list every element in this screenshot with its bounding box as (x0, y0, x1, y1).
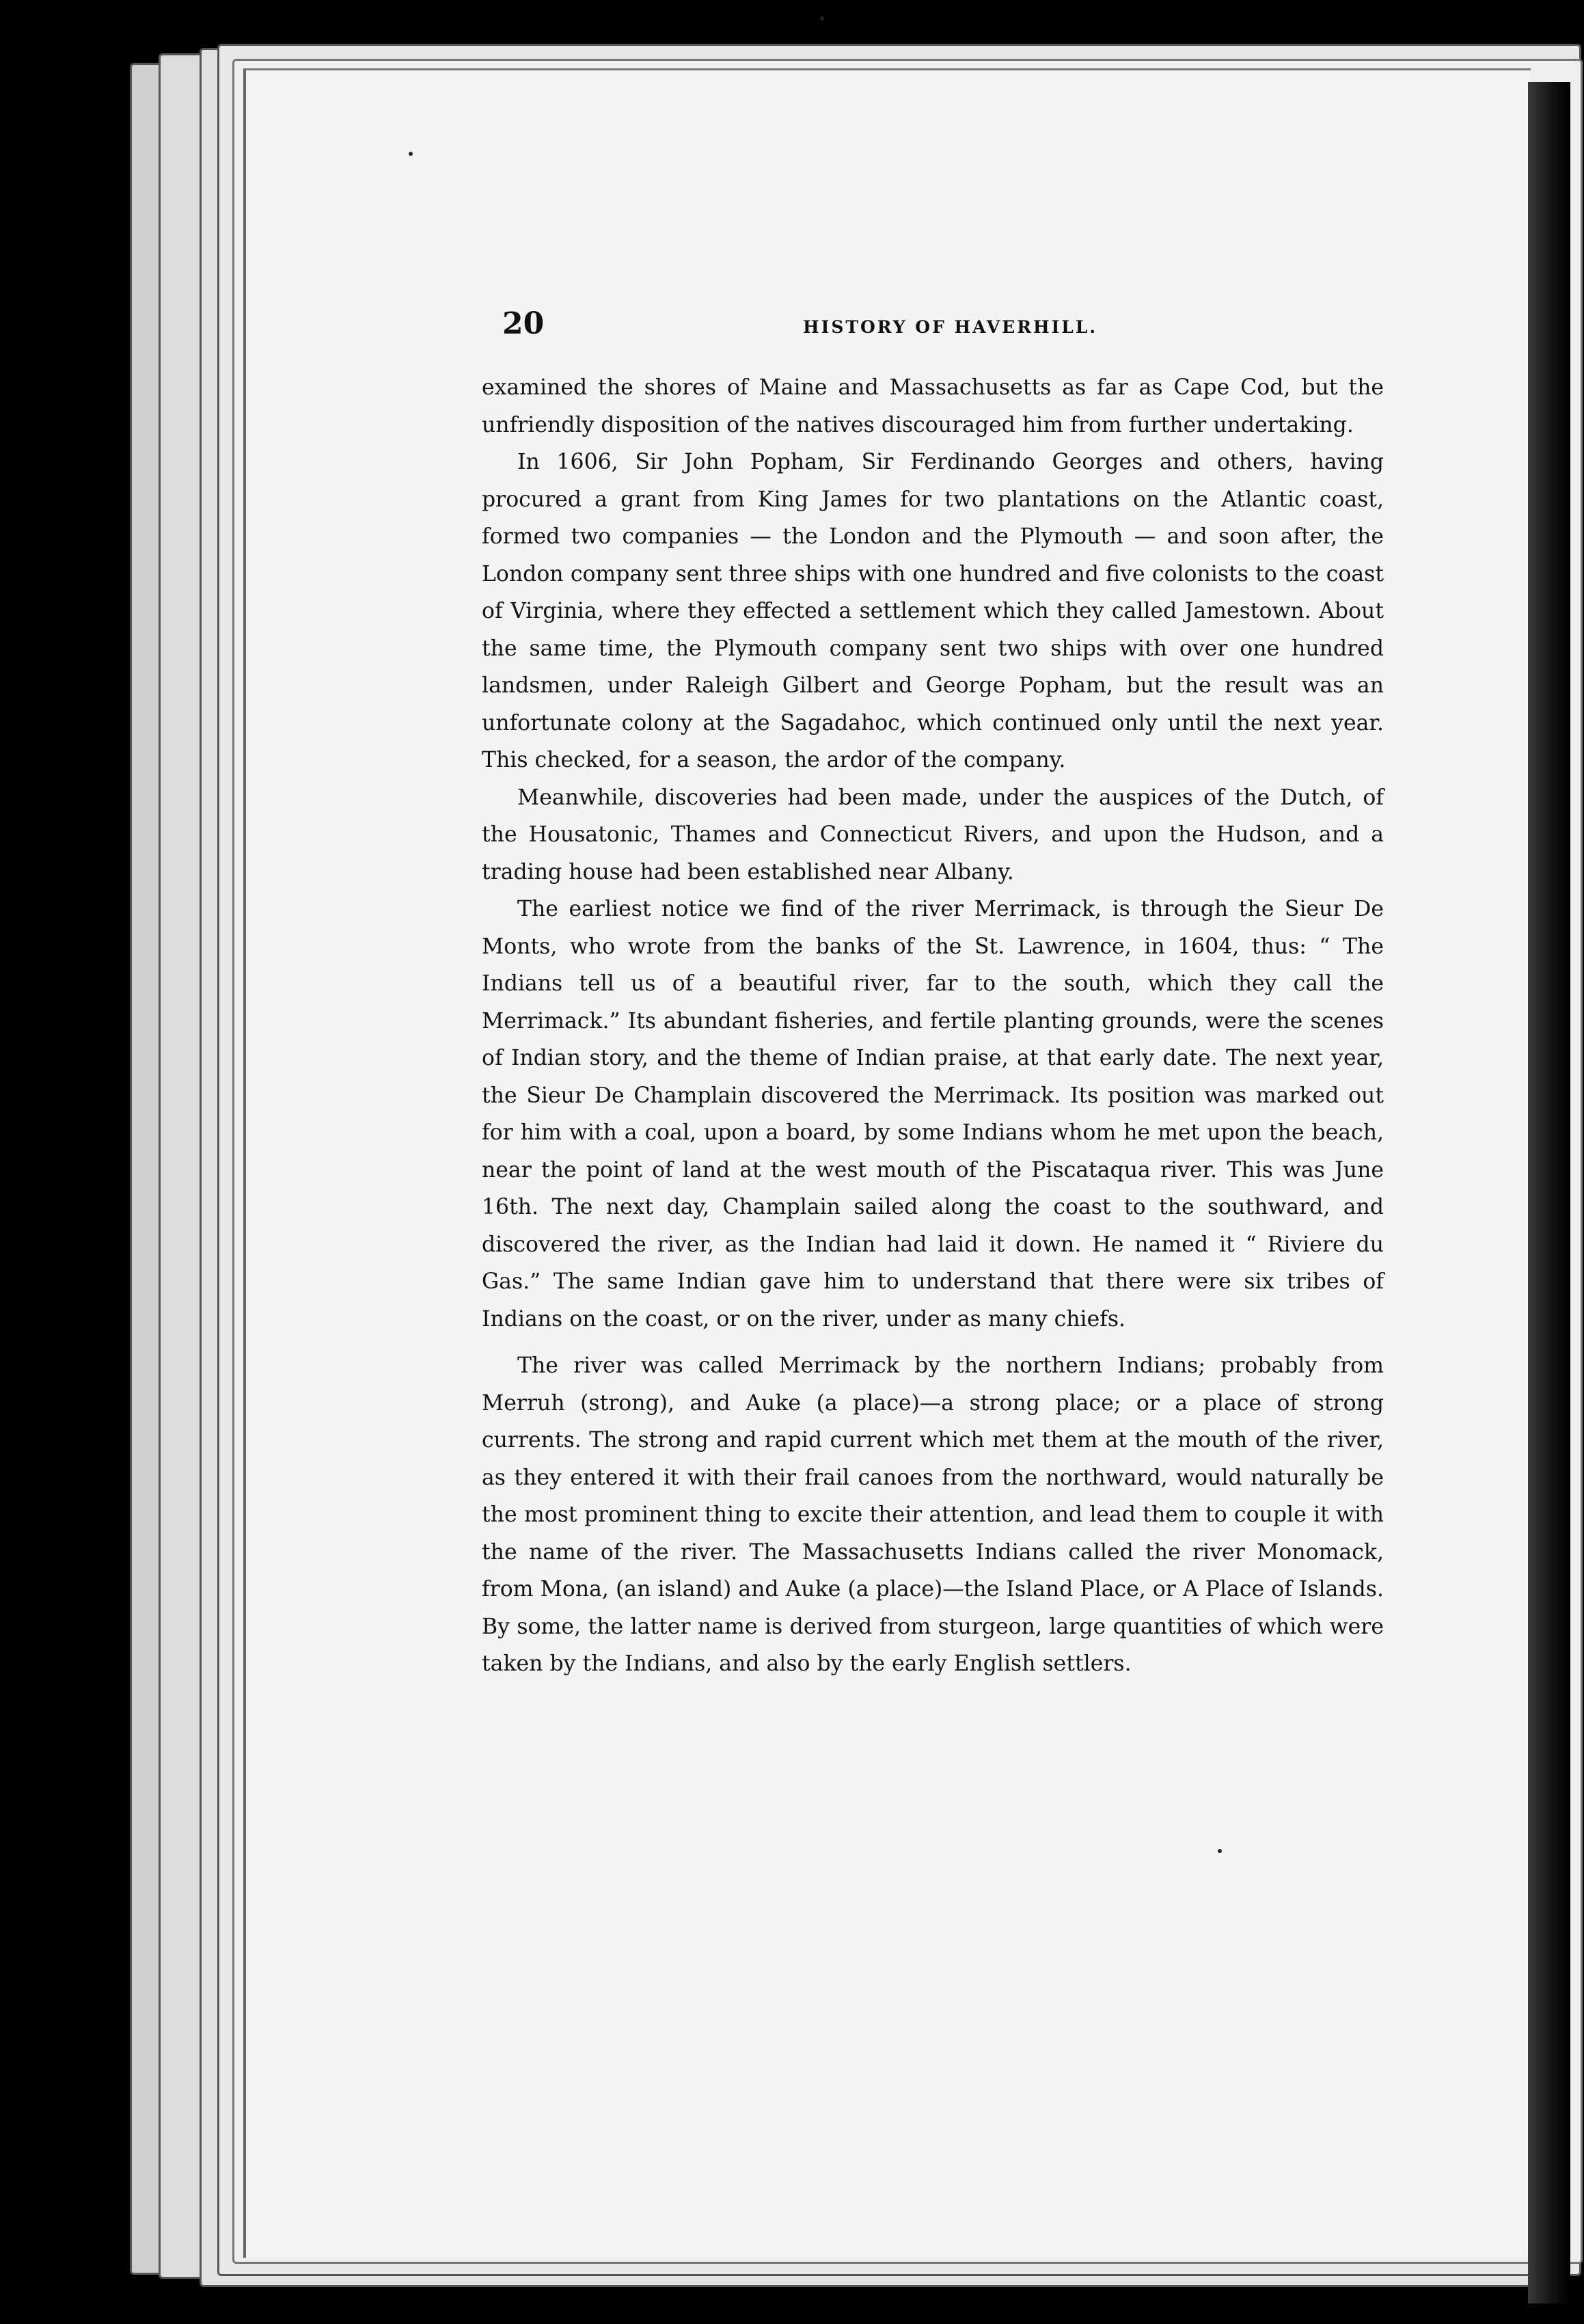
page-number: 20 (502, 306, 545, 341)
binding-shadow (1528, 82, 1570, 2303)
running-title: HISTORY OF HAVERHILL. (803, 317, 1098, 337)
scan-speck (820, 16, 824, 21)
scan-speck (1218, 1849, 1222, 1853)
paragraph-dutch: Meanwhile, discoveries had been made, under the auspices of the Dutch, of the Housatonic, Thames and Connecticut Rivers, and upon the Hudson, and a trading house had been established near Albany. (482, 785, 1384, 884)
scan-speck (409, 152, 413, 156)
paragraph-popham: In 1606, Sir John Popham, Sir Ferdinando Georges and others, having procured a grant from King James for two plantations on the Atlantic coast, formed two companies — the London and the Plymouth — and soon after, the London company sent three ships with one hundred and five colonists to the coast of Virginia, where they effected a settlement which they called Jamestown. About the same time, the Plymouth company sent two ships with over one hundred landsmen, under Raleigh Gilbert and George Popham, but the result was an unfortunate colony at the Sagadahoc, which continued only until the next year. This checked, for a season, the ardor of the company. (482, 450, 1384, 772)
paragraph-continuation: examined the shores of Maine and Massachusetts as far as Cape Cod, but the unfriendly disposition of the natives discouraged him from further undertaking. (482, 375, 1384, 437)
body-text (482, 369, 1384, 1683)
paragraph-river-name: The river was called Merrimack by the northern Indians; probably from Merruh (strong), and Auke (a place)—a strong place; or a place of strong currents. The strong and rapid current which met them at the mouth of the river, as they entered it with their frail canoes from the northward, would naturally be the most prominent thing to excite their attention, and lead them to couple it with the name of the river. The Massachusetts Indians called the river Monomack, from Mona, (an island) and Auke (a place)—the Island Place, or A Place of Islands. By some, the latter name is derived from sturgeon, large quantities of which were taken by the Indians, and also by the early English settlers. (482, 1353, 1384, 1676)
paragraph-merrimack-notice: The earliest notice we find of the river Merrimack, is through the Sieur De Monts, who wrote from the banks of the St. Lawrence, in 1604, thus: “ The Indians tell us of a beautiful river, far to the south, which they call the Merrimack.” Its abundant fisheries, and fertile planting grounds, were the scenes of Indian story, and the theme of Indian praise, at that early date. The next year, the Sieur De Champlain discovered the Merrimack. Its position was marked out for him with a coal, upon a board, by some Indians whom he met upon the beach, near the point of land at the west mouth of the Piscataqua river. This was June 16th. The next day, Champlain sailed along the coast to the southward, and discovered the river, as the Indian had laid it down. He named it “ Riviere du Gas.” The same Indian gave him to understand that there were six tribes of Indians on the coast, or on the river, under as many chiefs. (482, 897, 1384, 1332)
running-head (502, 306, 1391, 347)
